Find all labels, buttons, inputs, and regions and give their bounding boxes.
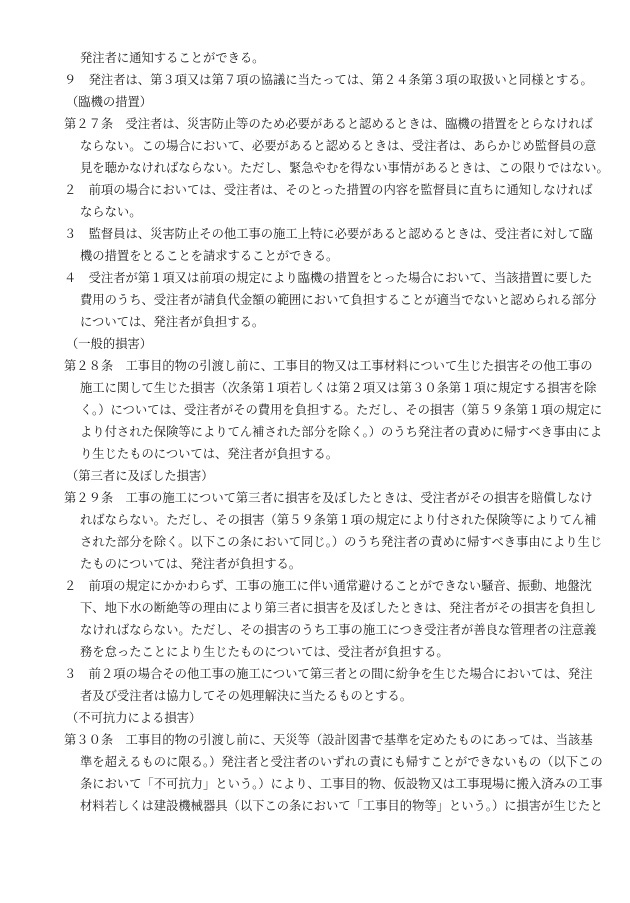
text-line: ３ 監督員は、災害防止その他工事の施工上特に必要があると認めるときは、受注者に対して臨 bbox=[64, 227, 593, 241]
text-line: については、発注者が負担する。 bbox=[80, 315, 265, 329]
text-line: 材料若しくは建設機械器具（以下この条において「工事目的物等」という。）に損害が生じたと bbox=[80, 799, 603, 813]
text-line: ３ 前２項の場合その他工事の施工について第三者との間に紛争を生じた場合においては、発注 bbox=[64, 667, 593, 681]
text-line: 第２９条 工事の施工について第三者に損害を及ぼしたときは、受注者がその損害を賠償しなけ bbox=[64, 491, 593, 505]
text-line: 施工に関して生じた損害（次条第１項若しくは第２項又は第３０条第１項に規定する損害を除 bbox=[80, 381, 597, 395]
text-line: 者及び受注者は協力してその処理解決に当たるものとする。 bbox=[80, 689, 413, 703]
text-line: 第２７条 受注者は、災害防止等のため必要があると認めるときは、臨機の措置をとらなければ bbox=[64, 117, 593, 131]
text-line: ればならない。ただし、その損害（第５９条第１項の規定により付された保険等によりてん補 bbox=[80, 513, 597, 527]
text-line: された部分を除く。以下この条において同じ。）のうち発注者の責めに帰すべき事由により生じ bbox=[80, 535, 603, 549]
text-line: 発注者に通知することができる。 bbox=[80, 51, 265, 65]
text-line: く。）については、受注者がその費用を負担する。ただし、その損害（第５９条第１項の規定に bbox=[80, 403, 603, 417]
text-line: 機の措置をとることを請求することができる。 bbox=[80, 249, 339, 263]
text-line: 第２８条 工事目的物の引渡し前に、工事目的物又は工事材料について生じた損害その他工事の bbox=[64, 359, 593, 373]
text-line: ９ 発注者は、第３項又は第７項の協議に当たっては、第２４条第３項の取扱いと同様とする。 bbox=[64, 73, 593, 87]
section-heading: （臨機の措置） bbox=[66, 95, 153, 109]
text-line: 第３０条 工事目的物の引渡し前に、天災等（設計図書で基準を定めたものにあっては、当該基 bbox=[64, 733, 593, 747]
text-line: り生じたものについては、発注者が負担する。 bbox=[80, 447, 338, 461]
text-line: 下、地下水の断絶等の理由により第三者に損害を及ぼしたときは、発注者がその損害を負担し bbox=[80, 601, 597, 615]
text-line: ２ 前項の場合においては、受注者は、そのとった措置の内容を監督員に直ちに通知しなければ bbox=[64, 183, 593, 197]
text-line: ４ 受注者が第１項又は前項の規定により臨機の措置をとった場合において、当該措置に要した bbox=[64, 271, 593, 285]
text-line: なければならない。ただし、その損害のうち工事の施工につき受注者が善良な管理者の注意義 bbox=[80, 623, 597, 637]
text-line: 条において「不可抗力」という。）により、工事目的物、仮設物又は工事現場に搬入済みの工事 bbox=[80, 777, 603, 791]
text-line: 費用のうち、受注者が請負代金額の範囲において負担することが適当でないと認められる部分 bbox=[80, 293, 597, 307]
section-heading: （一般的損害） bbox=[66, 337, 153, 351]
text-line: ならない。この場合において、必要があると認めるときは、受注者は、あらかじめ監督員の意 bbox=[80, 139, 597, 153]
text-line: より付された保険等によりてん補された部分を除く。）のうち発注者の責めに帰すべき事由によ bbox=[80, 425, 603, 439]
section-heading: （第三者に及ぼした損害） bbox=[66, 469, 214, 483]
text-line: 見を聴かなければならない。ただし、緊急やむを得ない事情があるときは、この限りではない。 bbox=[80, 161, 609, 175]
text-line: 務を怠ったことにより生じたものについては、受注者が負担する。 bbox=[80, 645, 449, 659]
text-line: たものについては、発注者が負担する。 bbox=[80, 557, 302, 571]
section-heading: （不可抗力による損害） bbox=[66, 711, 202, 725]
text-line: ならない。 bbox=[80, 205, 142, 219]
text-line: ２ 前項の規定にかかわらず、工事の施工に伴い通常避けることができない騒音、振動、地盤沈 bbox=[64, 579, 592, 593]
text-line: 準を超えるものに限る。）発注者と受注者のいずれの責にも帰すことができないもの（以下この bbox=[80, 755, 603, 769]
